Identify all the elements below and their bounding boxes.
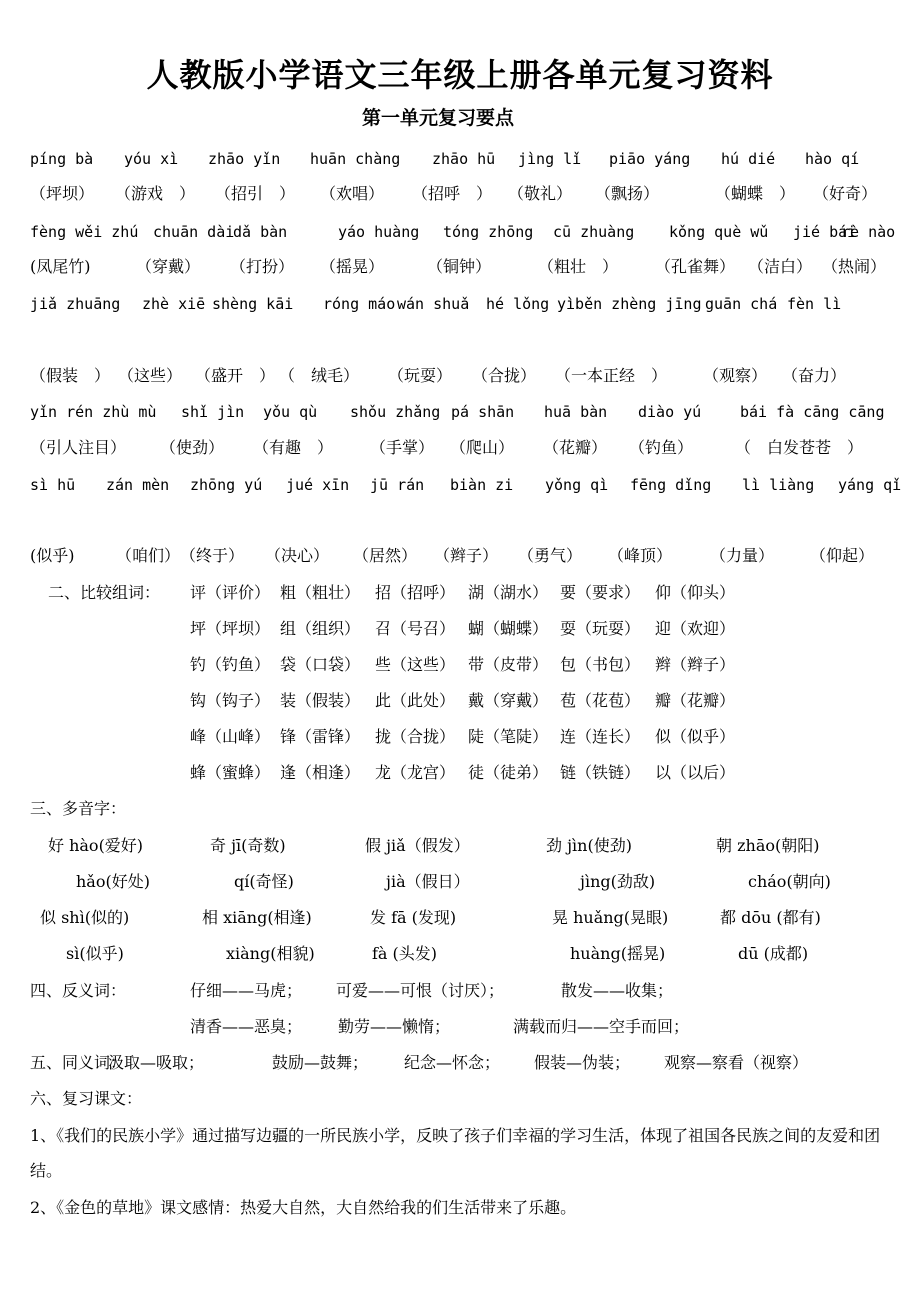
compare-item: 组（组织） (280, 619, 361, 638)
word-item: （奋力） (782, 366, 847, 385)
word-item: （有趣 ） (253, 438, 334, 457)
pinyin-item: pá shān (451, 403, 515, 421)
word-item: （摇晃） (320, 257, 385, 276)
pinyin-item: chuān dài (153, 223, 235, 241)
polyphone-item: 假 jiǎ（假发） (365, 836, 470, 855)
word-item: （终于） (180, 546, 245, 565)
pinyin-item: hú dié (721, 150, 776, 168)
word-item: （仰起） (810, 546, 875, 565)
word-item: （合拢） (472, 366, 537, 385)
word-item: （ 白发苍苍 ） (735, 438, 864, 457)
polyphone-item: 晃 huǎng(晃眼) (552, 908, 669, 927)
compare-item: 袋（口袋） (280, 655, 361, 674)
pinyin-item: wán shuǎ (397, 295, 470, 313)
word-item: （引人注目） (30, 438, 127, 457)
compare-item: 坪（坪坝） (190, 619, 271, 638)
word-item: （坪坝） (30, 184, 95, 203)
pinyin-item: diào yú (638, 403, 702, 421)
compare-item: 要（要求） (560, 583, 641, 602)
word-item: （飘扬） (595, 184, 660, 203)
word-item: （假装 ） (30, 366, 111, 385)
word-item: （穿戴） (136, 257, 201, 276)
pinyin-item: píng bà (30, 150, 94, 168)
compare-item: 连（连长） (560, 727, 641, 746)
word-item: （粗壮 ） (538, 257, 619, 276)
pinyin-item: yǒu qù (263, 403, 318, 421)
pinyin-item: zhāo hū (432, 150, 496, 168)
pinyin-item: guān chá (705, 295, 778, 313)
section-heading: 三、多音字： (30, 799, 127, 818)
pinyin-item: zhè xiē (142, 295, 206, 313)
compare-item: 辫（辫子） (655, 655, 736, 674)
antonym-item: 满载而归——空手而回； (513, 1017, 690, 1036)
pinyin-item: bái fà cāng cāng (740, 403, 885, 421)
pinyin-item: yáo huàng (338, 223, 420, 241)
compare-item: 蜂（蜜蜂） (190, 763, 271, 782)
pinyin-item: zhōng yú (190, 476, 263, 494)
synonym-item: 鼓励—鼓舞； (272, 1053, 369, 1072)
compare-item: 锋（雷锋） (280, 727, 361, 746)
pinyin-item: huān chàng (310, 150, 401, 168)
compare-item: 峰（山峰） (190, 727, 271, 746)
pinyin-item: zhāo yǐn (208, 150, 281, 168)
word-item: （玩耍） (388, 366, 453, 385)
review-paragraph: 1、《我们的民族小学》通过描写边疆的一所民族小学，反映了孩子们幸福的学习生活，体现了祖国各民族之间的友爱和团结。 (30, 1126, 881, 1180)
pinyin-item: yáng qǐ (838, 476, 902, 494)
pinyin-item: fèn lì (787, 295, 842, 313)
pinyin-item: jié bái (793, 223, 857, 241)
compare-item: 仰（仰头） (655, 583, 736, 602)
word-item: （一本正经 ） (555, 366, 668, 385)
compare-item: 钓（钓鱼） (190, 655, 271, 674)
compare-item: 耍（玩耍） (560, 619, 641, 638)
polyphone-item: 发 fā (发现) (370, 908, 457, 927)
word-item: （咱们） (116, 546, 181, 565)
compare-item: 些（这些） (375, 655, 456, 674)
pinyin-item: jìng lǐ (518, 150, 582, 168)
compare-item: 召（号召） (375, 619, 456, 638)
word-item: （力量） (710, 546, 775, 565)
compare-item: 拢（合拢） (375, 727, 456, 746)
polyphone-item: 朝 zhāo(朝阳) (716, 836, 820, 855)
polyphone-item: huàng(摇晃) (570, 944, 666, 963)
polyphone-item: fà (头发) (372, 944, 438, 963)
word-item: （孔雀舞） (655, 257, 736, 276)
polyphone-item: 相 xiāng(相逢) (202, 908, 312, 927)
compare-item: 似（似乎） (655, 727, 736, 746)
word-item: （观察） (703, 366, 768, 385)
word-item: （敬礼） (508, 184, 573, 203)
antonym-item: 清香——恶臭； (190, 1017, 303, 1036)
word-item: （招呼 ） (412, 184, 493, 203)
pinyin-item: rè nào (841, 223, 896, 241)
section-heading: 四、反义词： (30, 981, 127, 1000)
word-item: （爬山） (450, 438, 515, 457)
word-item: （钓鱼） (629, 438, 694, 457)
compare-item: 湖（湖水） (468, 583, 549, 602)
word-item: （铜钟） (427, 257, 492, 276)
antonym-item: 可爱——可恨（讨厌）； (336, 981, 505, 1000)
compare-item: 招（招呼） (375, 583, 456, 602)
word-item: （辫子） (434, 546, 499, 565)
compare-item: 苞（花苞） (560, 691, 641, 710)
synonym-item: 纪念—怀念； (404, 1053, 501, 1072)
pinyin-item: hào qí (805, 150, 860, 168)
compare-item: 陡（笔陡） (468, 727, 549, 746)
word-item: （这些） (118, 366, 183, 385)
polyphone-item: 好 hào(爱好) (48, 836, 144, 855)
synonym-item: 汲取—吸取； (108, 1053, 205, 1072)
pinyin-item: biàn zi (450, 476, 514, 494)
pinyin-item: tóng zhōng (443, 223, 534, 241)
polyphone-item: sì(似乎) (66, 944, 124, 963)
pinyin-item: shèng kāi (212, 295, 294, 313)
polyphone-item: 似 shì(似的) (40, 908, 130, 927)
word-item: （蝴蝶 ） (715, 184, 796, 203)
compare-item: 此（此处） (375, 691, 456, 710)
pinyin-item: shǒu zhǎng (350, 403, 441, 421)
word-item: （好奇） (813, 184, 878, 203)
synonym-item: 假装—伪装； (534, 1053, 631, 1072)
antonym-item: 仔细——马虎； (190, 981, 303, 1000)
word-item: （洁白） (748, 257, 813, 276)
section-heading: 二、比较组词： (48, 583, 161, 602)
synonym-item: 观察—察看（视察） (664, 1053, 809, 1072)
unit-subtitle: 第一单元复习要点 (361, 107, 514, 129)
word-item: （盛开 ） (195, 366, 276, 385)
review-paragraph: 2、《金色的草地》课文感情：热爱大自然，大自然给我的们生活带来了乐趣。 (30, 1198, 577, 1217)
compare-item: 评（评价） (190, 583, 271, 602)
compare-item: 粗（粗壮） (280, 583, 361, 602)
pinyin-item: yóu xì (124, 150, 179, 168)
compare-item: 迎（欢迎） (655, 619, 736, 638)
polyphone-item: cháo(朝向) (748, 872, 831, 891)
word-item: （ 绒毛） (279, 366, 360, 385)
word-item: （欢唱） (320, 184, 385, 203)
pinyin-item: yǒng qì (545, 476, 609, 494)
compare-item: 带（皮带） (468, 655, 549, 674)
pinyin-item: fèng wěi zhú (30, 223, 139, 241)
word-item: （热闹） (822, 257, 887, 276)
pinyin-item: lì liàng (742, 476, 815, 494)
word-item: （决心） (265, 546, 330, 565)
pinyin-item: cū zhuàng (553, 223, 635, 241)
polyphone-item: 奇 jī(奇数) (210, 836, 286, 855)
compare-item: 钩（钩子） (190, 691, 271, 710)
word-item: （打扮） (230, 257, 295, 276)
polyphone-item: 劲 jìn(使劲) (546, 836, 632, 855)
compare-item: 龙（龙宫） (375, 763, 456, 782)
pinyin-item: kǒng què wǔ (669, 223, 769, 241)
word-item: （峰顶） (608, 546, 673, 565)
word-item: （游戏 ） (115, 184, 196, 203)
polyphone-item: 都 dōu (都有) (720, 908, 821, 927)
section-heading: 五、同义词： (30, 1053, 127, 1072)
word-item: (似乎) (30, 546, 75, 565)
pinyin-item: yìběn zhèng jīng (557, 295, 702, 313)
compare-item: 以（以后） (655, 763, 736, 782)
word-item: （居然） (353, 546, 418, 565)
pinyin-item: shǐ jìn (181, 403, 245, 421)
word-item: （勇气） (518, 546, 583, 565)
word-item: (凤尾竹) (30, 257, 91, 276)
word-item: （花瓣） (543, 438, 608, 457)
compare-item: 瓣（花瓣） (655, 691, 736, 710)
pinyin-item: róng máo (323, 295, 396, 313)
pinyin-item: piāo yáng (609, 150, 691, 168)
pinyin-item: huā bàn (544, 403, 608, 421)
pinyin-item: yǐn rén zhù mù (30, 403, 157, 421)
polyphone-item: jià（假日） (386, 872, 470, 891)
pinyin-item: fēng dǐng (630, 476, 712, 494)
pinyin-item: jiǎ zhuāng (30, 295, 121, 313)
compare-item: 逢（相逢） (280, 763, 361, 782)
pinyin-item: hé lǒng (486, 295, 550, 313)
compare-item: 戴（穿戴） (468, 691, 549, 710)
compare-item: 链（铁链） (560, 763, 641, 782)
polyphone-item: qí(奇怪) (234, 872, 294, 891)
compare-item: 蝴（蝴蝶） (468, 619, 549, 638)
word-item: （手掌） (370, 438, 435, 457)
word-item: （招引 ） (215, 184, 296, 203)
document-title: 人教版小学语文三年级上册各单元复习资料 (146, 56, 774, 94)
polyphone-item: jìng(劲敌) (580, 872, 656, 891)
section-heading: 六、复习课文： (30, 1089, 143, 1108)
antonym-item: 勤劳——懒惰； (338, 1017, 451, 1036)
pinyin-item: zán mèn (106, 476, 170, 494)
compare-item: 装（假装） (280, 691, 361, 710)
compare-item: 包（书包） (560, 655, 641, 674)
word-item: （使劲） (160, 438, 225, 457)
pinyin-item: jū rán (370, 476, 425, 494)
polyphone-item: dū (成都) (738, 944, 809, 963)
compare-item: 徒（徒弟） (468, 763, 549, 782)
antonym-item: 散发——收集； (561, 981, 674, 1000)
pinyin-item: sì hū (30, 476, 76, 494)
polyphone-item: xiàng(相貌) (226, 944, 315, 963)
pinyin-item: dǎ bàn (233, 223, 288, 241)
pinyin-item: jué xīn (286, 476, 350, 494)
polyphone-item: hǎo(好处) (76, 872, 150, 891)
